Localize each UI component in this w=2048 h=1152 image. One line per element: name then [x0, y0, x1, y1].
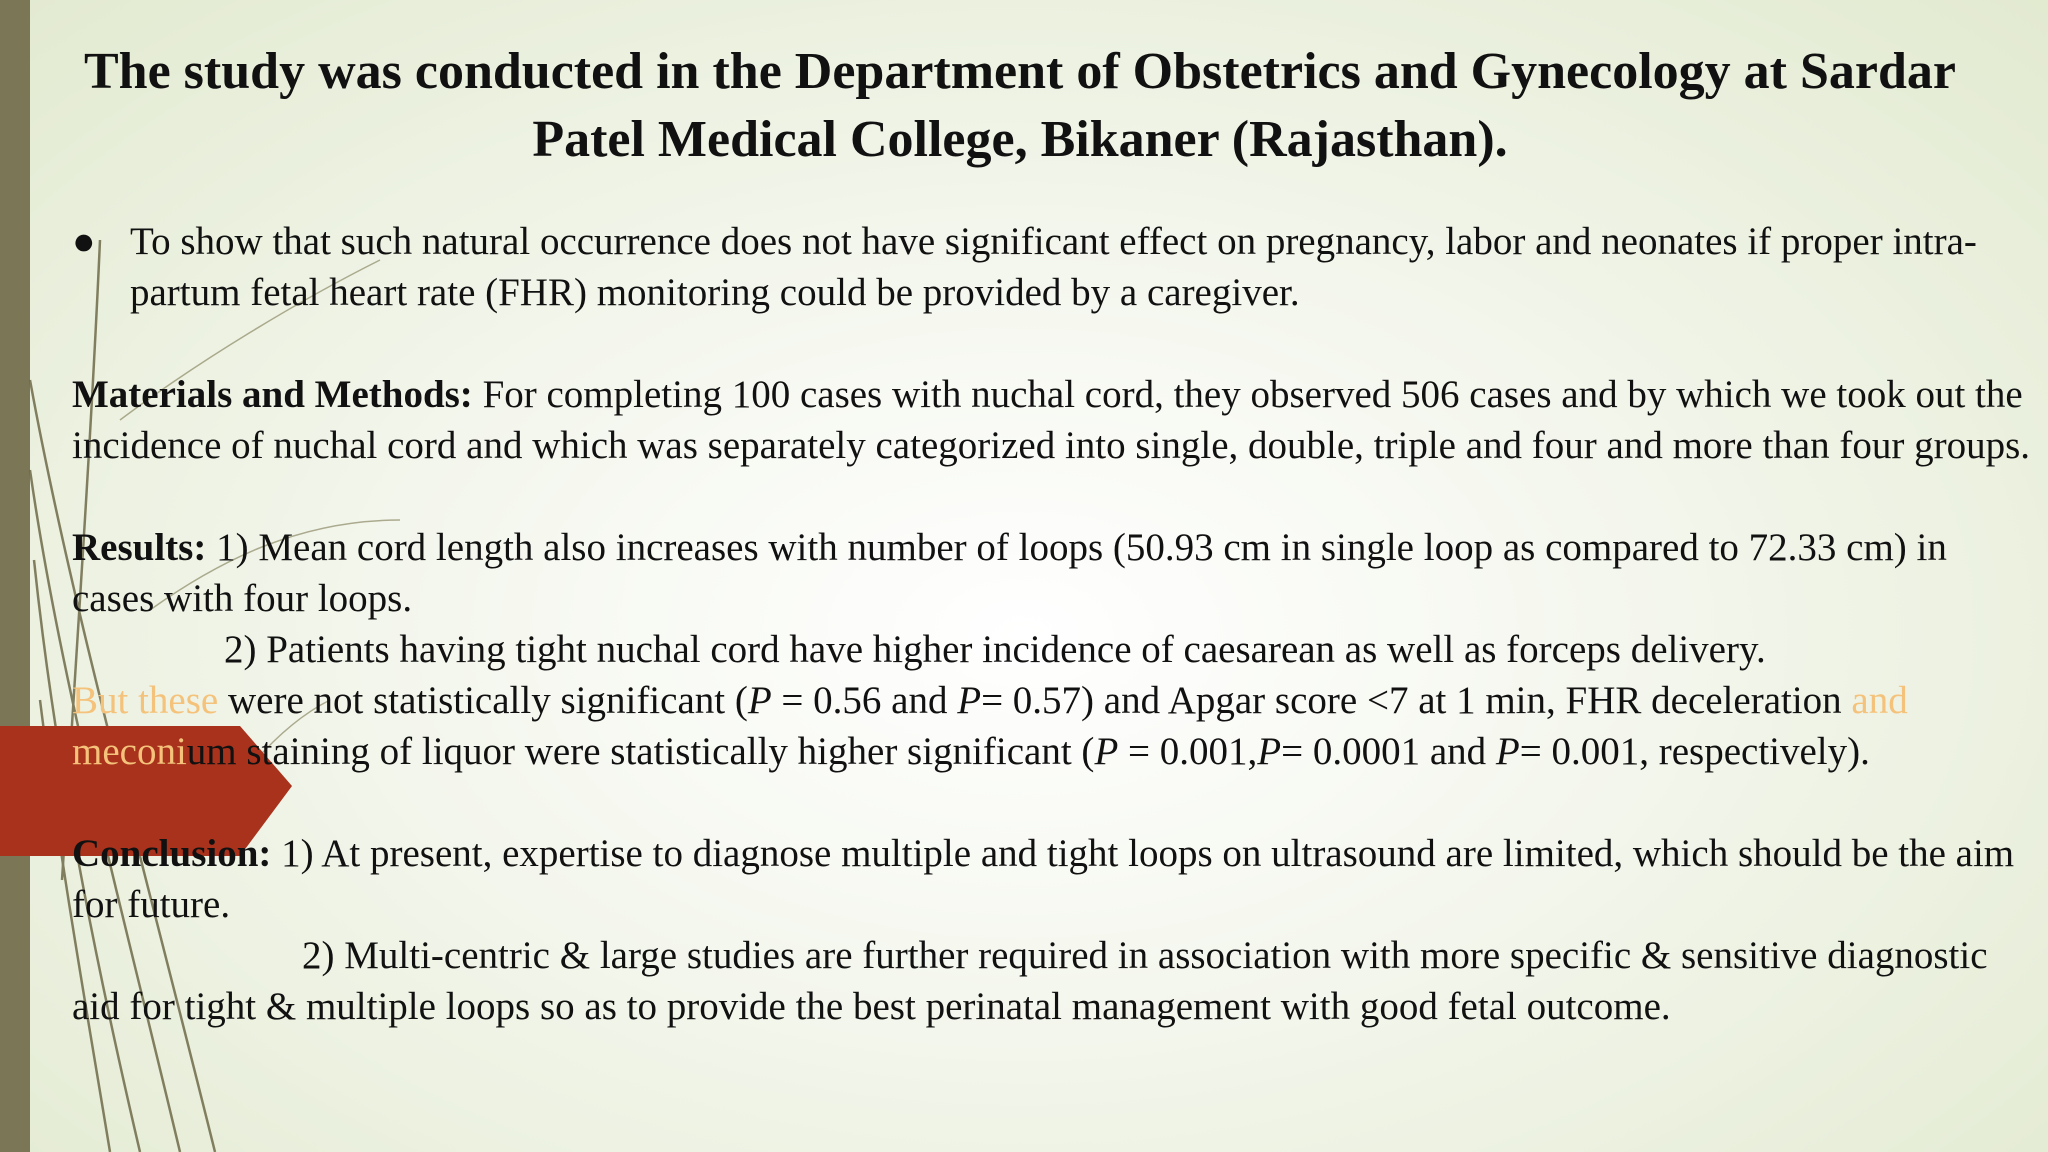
results-paragraph	[72, 522, 2032, 624]
left-accent-bar	[0, 0, 30, 1152]
slide-title: The study was conducted in the Department of Obstetrics and Gynecology at Sardar Patel Medical College, Bikaner (Rajasthan).	[84, 43, 1956, 168]
results-item-3	[72, 675, 2032, 777]
conclusion-paragraph	[72, 828, 2032, 930]
objective-bullet	[72, 216, 2032, 318]
ribbon-text-1: But these	[72, 679, 219, 722]
results-text-d: um staining of liquor were statistically higher significant (	[186, 730, 1095, 773]
conclusion-item-2-text: 2) Multi-centric & large studies are further required in association with more specific & sensitive diagnostic aid for tight & multiple loops so as to provide the best perinatal management with good fetal outcome.	[72, 934, 1988, 1028]
results-text-f: = 0.0001 and	[1281, 730, 1496, 773]
p-symbol: P	[957, 679, 982, 722]
p-symbol: P	[1094, 730, 1119, 773]
methods-paragraph	[72, 369, 2032, 471]
results-text-c: = 0.57) and Apgar score <7 at 1 min, FHR deceleration	[981, 679, 1852, 722]
methods-text: For completing 100 cases with nuchal cord, they observed 506 cases and by which we took out the incidence of nuchal cord and which was separately categorized into single, double, triple and four and more than four groups.	[72, 373, 2030, 467]
p-symbol: P	[747, 679, 772, 722]
p-symbol: P	[1495, 730, 1520, 773]
bullet-marker: ●	[72, 220, 96, 263]
conclusion-item-2	[72, 930, 2032, 1032]
conclusion-item-1: 1) At present, expertise to diagnose multiple and tight loops on ultrasound are limited, which should be the aim for future.	[72, 832, 2015, 926]
conclusion-label: Conclusion:	[72, 832, 272, 875]
results-label: Results:	[72, 526, 207, 569]
results-text-a: were not statistically significant (	[218, 679, 748, 722]
results-text-e: = 0.001,	[1118, 730, 1258, 773]
slide-body	[72, 216, 2032, 1032]
ribbon-text-2: and meconi	[72, 679, 1908, 773]
objective-text: To show that such natural occurrence does not have significant effect on pregnancy, labor and neonates if proper intra-partum fetal heart rate (FHR) monitoring could be provided by a caregiver.	[130, 220, 1977, 314]
results-item-2-text: 2) Patients having tight nuchal cord have higher incidence of caesarean as well as forceps delivery.	[224, 628, 1766, 671]
p-symbol: P	[1257, 730, 1282, 773]
methods-label: Materials and Methods:	[72, 373, 473, 416]
results-text-g: = 0.001, respectively).	[1519, 730, 1870, 773]
results-text-b: = 0.56 and	[771, 679, 958, 722]
results-item-2	[72, 624, 2032, 675]
results-item-1: 1) Mean cord length also increases with number of loops (50.93 cm in single loop as compared to 72.33 cm) in cases with four loops.	[72, 526, 1947, 620]
